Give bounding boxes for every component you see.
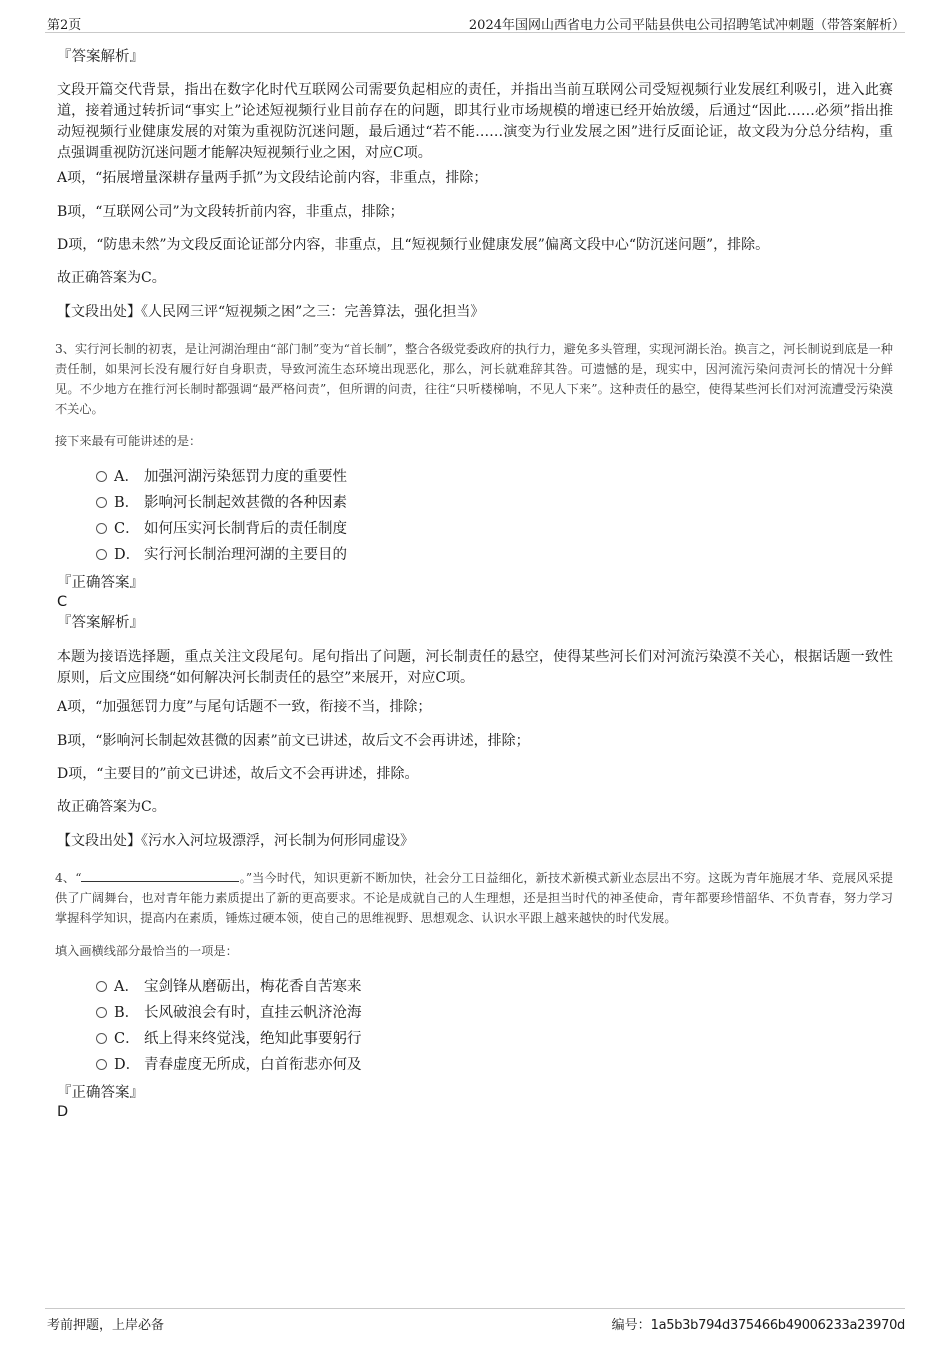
q2-option-d-note: D项，“防患未然”为文段反面论证部分内容，非重点，且“短视频行业健康发展”偏离文段中心“防沉迷问题”，排除。 [57,237,770,253]
footer-code [612,1314,905,1333]
q3-source: 【文段出处】《污水入河垃圾漂浮，河长制为何形同虚设》 [57,833,414,849]
option-letter: B． [114,495,140,511]
q3-answer: C [57,594,68,610]
q4-option-a[interactable] [96,976,362,998]
radio-icon[interactable] [96,981,107,992]
radio-icon[interactable] [96,471,107,482]
footer-code-label: 编号： [611,1318,651,1333]
radio-icon[interactable] [96,1033,107,1044]
option-letter: D． [114,547,141,563]
q2-source: 【文段出处】《人民网三评“短视频之困”之三：完善算法，强化担当》 [57,304,485,320]
q3-stem: 3、实行河长制的初衷，是让河湖治理由“部门制”变为“首长制”，整合各级党委政府的执行力，避免多头管理，实现河湖长治。换言之，河长制说到底是一种责任制，如果河长没有履行好自身职责，导致河流生态环境出现恶化，那么，河长就难辞其咎。可遗憾的是，现实中，因河流污染问责河长的情况十分鲜见。不少地方在推行河长制时都强调“最严格问责”，但所谓的问责，往往“只听楼梯响，不见人下来”。这种责任的悬空，使得某些河长们对河流遭受污染漠不关心。 [55,342,893,416]
q3-option-d[interactable] [96,544,347,566]
q4-prompt: 填入画横线部分最恰当的一项是： [55,944,238,958]
radio-icon[interactable] [96,1007,107,1018]
option-text: 纸上得来终觉浅，绝知此事要躬行 [144,1031,362,1047]
option-text: 青春虚度无所成，白首衔悲亦何及 [144,1057,362,1073]
option-text: 长风破浪会有时，直挂云帆济沧海 [144,1005,362,1021]
q4-blank-line [81,869,239,882]
document-title: 2024年国网山西省电力公司平陆县供电公司招聘笔试冲刺题（带答案解析） [468,18,905,33]
q4-option-c[interactable] [96,1028,362,1050]
q3-conclusion: 故正确答案为C。 [57,799,166,815]
q3-prompt: 接下来最有可能讲述的是： [55,434,202,448]
q4-stem-prefix: 4、“ [55,871,82,885]
q2-analysis-label: 『答案解析』 [57,49,144,65]
q3-option-b-note: B项，“影响河长制起效甚微的因素”前文已讲述，故后文不会再讲述，排除； [57,733,530,749]
header-divider [45,32,905,33]
q3-answer-label: 『正确答案』 [57,575,144,591]
footer-slogan: 考前押题，上岸必备 [47,1318,165,1333]
radio-icon[interactable] [96,523,107,534]
q2-conclusion: 故正确答案为C。 [57,270,166,286]
q3-option-d-note: D项，“主要目的”前文已讲述，故后文不会再讲述，排除。 [57,766,419,782]
option-letter: A． [114,469,139,485]
q2-option-a-note: A项，“拓展增量深耕存量两手抓”为文段结论前内容，非重点，排除； [57,170,488,186]
q3-analysis-text: 本题为接语选择题，重点关注文段尾句。尾句指出了问题，河长制责任的悬空，使得某些河长们对河流污染漠不关心，根据话题一致性原则，后文应围绕“如何解决河长制责任的悬空”来展开，对应C项。 [57,649,893,686]
q3-analysis-label: 『答案解析』 [57,615,144,631]
q3-option-a[interactable] [96,466,347,488]
page-header [0,0,950,34]
q3-option-a-note: A项，“加强惩罚力度”与尾句话题不一致，衔接不当，排除； [57,699,432,715]
option-text: 加强河湖污染惩罚力度的重要性 [144,469,347,485]
radio-icon[interactable] [96,549,107,560]
footer-divider [45,1308,905,1309]
q3-option-c[interactable] [96,518,347,540]
radio-icon[interactable] [96,1059,107,1070]
q4-answer-label: 『正确答案』 [57,1085,144,1101]
option-letter: D． [114,1057,141,1073]
option-text: 影响河长制起效甚微的各种因素 [144,495,347,511]
q4-answer: D [57,1104,69,1120]
q4-option-d[interactable] [96,1054,362,1076]
option-text: 如何压实河长制背后的责任制度 [144,521,347,537]
q2-analysis-text: 文段开篇交代背景，指出在数字化时代互联网公司需要负起相应的责任，并指出当前互联网公司受短视频行业发展红利吸引，进入此赛道，接着通过转折词“事实上”论述短视频行业目前存在的问题，即其行业市场规模的增速已经开始放缓，后通过“因此……必须”指出推动短视频行业健康发展的对策为重视防沉迷问题，最后通过“若不能……演变为行业发展之困”进行反面论证，故文段为分总分结构，重点强调重视防沉迷问题才能解决短视频行业之困，对应C项。 [57,82,893,161]
option-letter: B． [114,1005,140,1021]
footer-code-value: 1a5b3b794d375466b49006233a23970d [650,1318,905,1333]
option-letter: C． [114,1031,140,1047]
option-letter: A． [114,979,139,995]
q2-option-b-note: B项，“互联网公司”为文段转折前内容，非重点，排除； [57,204,404,220]
page-number: 第2页 [47,18,82,33]
q4-stem-text: 。”当今时代，知识更新不断加快，社会分工日益细化，新技术新模式新业态层出不穷。这既为青年施展才华、竞展风采提供了广阔舞台，也对青年能力素质提出了新的更高要求。不论是成就自己的人生理想，还是担当时代的神圣使命，青年都要珍惜韶华、不负青春，努力学习掌握科学知识，提高内在素质，锤炼过硬本领，使自己的思维视野、思想观念、认识水平跟上越来越快的时代发展。 [55,871,893,925]
option-letter: C． [114,521,140,537]
q4-stem [55,868,893,928]
q4-option-b[interactable] [96,1002,362,1024]
option-text: 实行河长制治理河湖的主要目的 [144,547,347,563]
q3-option-b[interactable] [96,492,347,514]
radio-icon[interactable] [96,497,107,508]
option-text: 宝剑锋从磨砺出，梅花香自苦寒来 [144,979,362,995]
